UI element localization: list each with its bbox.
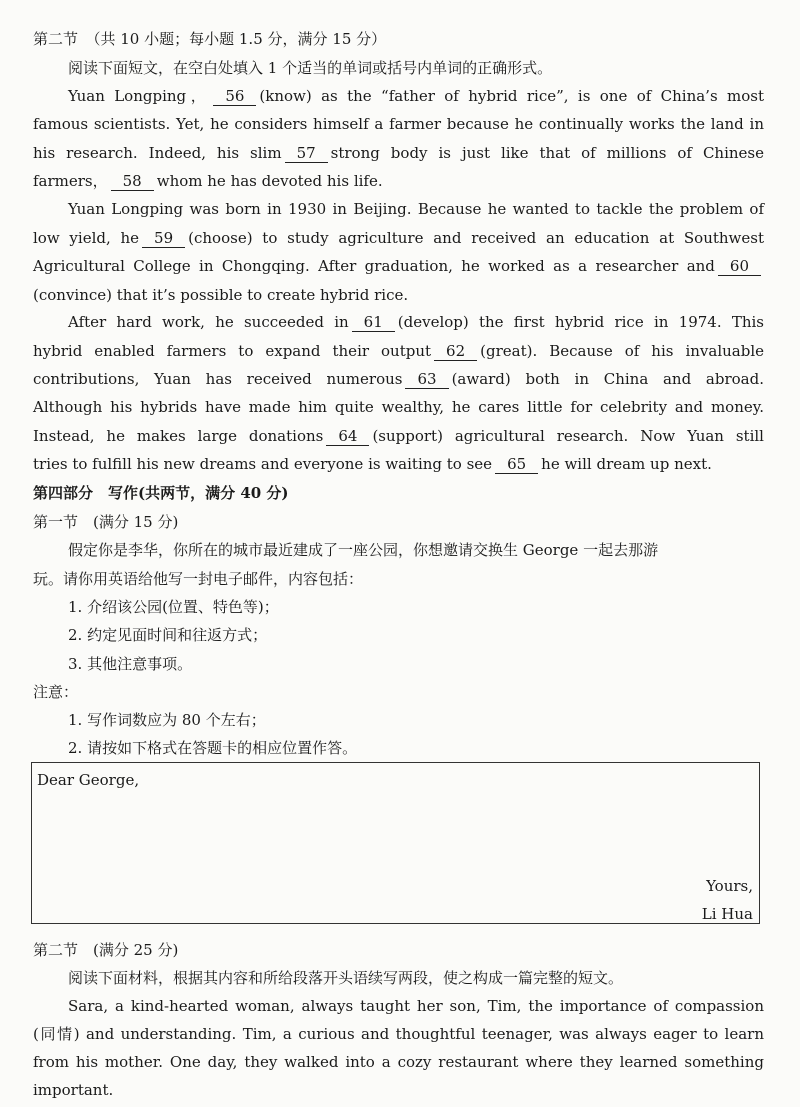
blank-57[interactable]: 57 [285, 144, 328, 163]
passage-line: tries to fulfill his new dreams and everyone is waiting to see 65 he will dream up next. [33, 455, 712, 473]
blank-59[interactable]: 59 [142, 229, 185, 248]
blank-61[interactable]: 61 [352, 313, 395, 332]
writing2-instruction: 阅读下面材料，根据其内容和所给段落开头语续写两段，使之构成一篇完整的短文。 [68, 969, 624, 987]
blank-58[interactable]: 58 [111, 172, 154, 191]
story-line: important. [33, 1081, 114, 1099]
passage-line: Although his hybrids have made him quite wealthy, he cares little for celebrity and money. [33, 398, 764, 416]
passage-line: low yield, he 59 (choose) to study agriculture and received an education at Southwest [33, 229, 764, 247]
blank-65[interactable]: 65 [495, 455, 538, 474]
writing1-point: 1. 介绍该公园(位置、特色等)； [68, 598, 279, 616]
passage-line: hybrid enabled farmers to expand their output 62 (great). Because of his invaluable [33, 342, 764, 360]
letter-format-box [31, 762, 760, 924]
story-line: from his mother. One day, they walked into a cozy restaurant where they learned something [33, 1053, 764, 1071]
writing1-prompt: 玩。请你用英语给他写一封电子邮件，内容包括： [33, 570, 364, 588]
letter-greeting: Dear George, [37, 771, 140, 789]
blank-63[interactable]: 63 [405, 370, 448, 389]
blank-56[interactable]: 56 [213, 87, 256, 106]
passage-line: Agricultural College in Chongqing. After graduation, he worked as a researcher and 60 [33, 256, 764, 276]
notes-label: 注意： [33, 683, 79, 701]
writing1-point: 3. 其他注意事项。 [68, 655, 193, 673]
letter-signature: Li Hua [701, 905, 753, 923]
writing1-point: 2. 约定见面时间和往返方式； [68, 626, 268, 644]
passage-line: Yuan Longping was born in 1930 in Beijing. Because he wanted to tackle the problem of [68, 200, 764, 218]
passage-line: farmers， 58 whom he has devoted his life. [33, 172, 383, 190]
passage-line: contributions, Yuan has received numerous 63 (award) both in China and abroad. [33, 370, 764, 388]
note-item: 1. 写作词数应为 80 个左右； [68, 711, 266, 729]
writing1-header: 第一节 (满分 15 分) [33, 513, 179, 531]
passage-line: Yuan Longping， 56 (know) as the “father of hybrid rice”, is one of China’s most [68, 87, 764, 105]
blank-64[interactable]: 64 [326, 427, 369, 446]
passage-line: his research. Indeed, his slim 57 strong body is just like that of millions of Chinese [33, 144, 764, 162]
story-line: Sara, a kind-hearted woman, always taught her son, Tim, the importance of compassion [68, 997, 764, 1015]
writing2-header: 第二节 (满分 25 分) [33, 941, 179, 959]
part4-header: 第四部分 写作(共两节，满分 40 分) [33, 484, 289, 502]
blank-60[interactable]: 60 [718, 257, 761, 276]
story-line: (同情) and understanding. Tim, a curious and thoughtful teenager, was always eager to learn [33, 1025, 764, 1043]
writing1-prompt: 假定你是李华，你所在的城市最近建成了一座公园，你想邀请交换生 George 一起去那游 [68, 541, 659, 559]
passage-line: Instead, he makes large donations 64 (support) agricultural research. Now Yuan still [33, 427, 764, 445]
passage-line: famous scientists. Yet, he considers himself a farmer because he continually works the land in [33, 115, 764, 133]
blank-62[interactable]: 62 [434, 342, 477, 361]
note-item: 2. 请按如下格式在答题卡的相应位置作答。 [68, 739, 358, 757]
passage-line: (convince) that it’s possible to create hybrid rice. [33, 286, 409, 304]
section2-header: 第二节 （共 10 小题；每小题 1.5 分，满分 15 分） [33, 30, 387, 48]
passage-line: After hard work, he succeeded in 61 (develop) the first hybrid rice in 1974. This [68, 313, 764, 331]
letter-closing: Yours, [706, 877, 753, 895]
section2-instruction: 阅读下面短文，在空白处填入 1 个适当的单词或括号内单词的正确形式。 [68, 59, 553, 77]
